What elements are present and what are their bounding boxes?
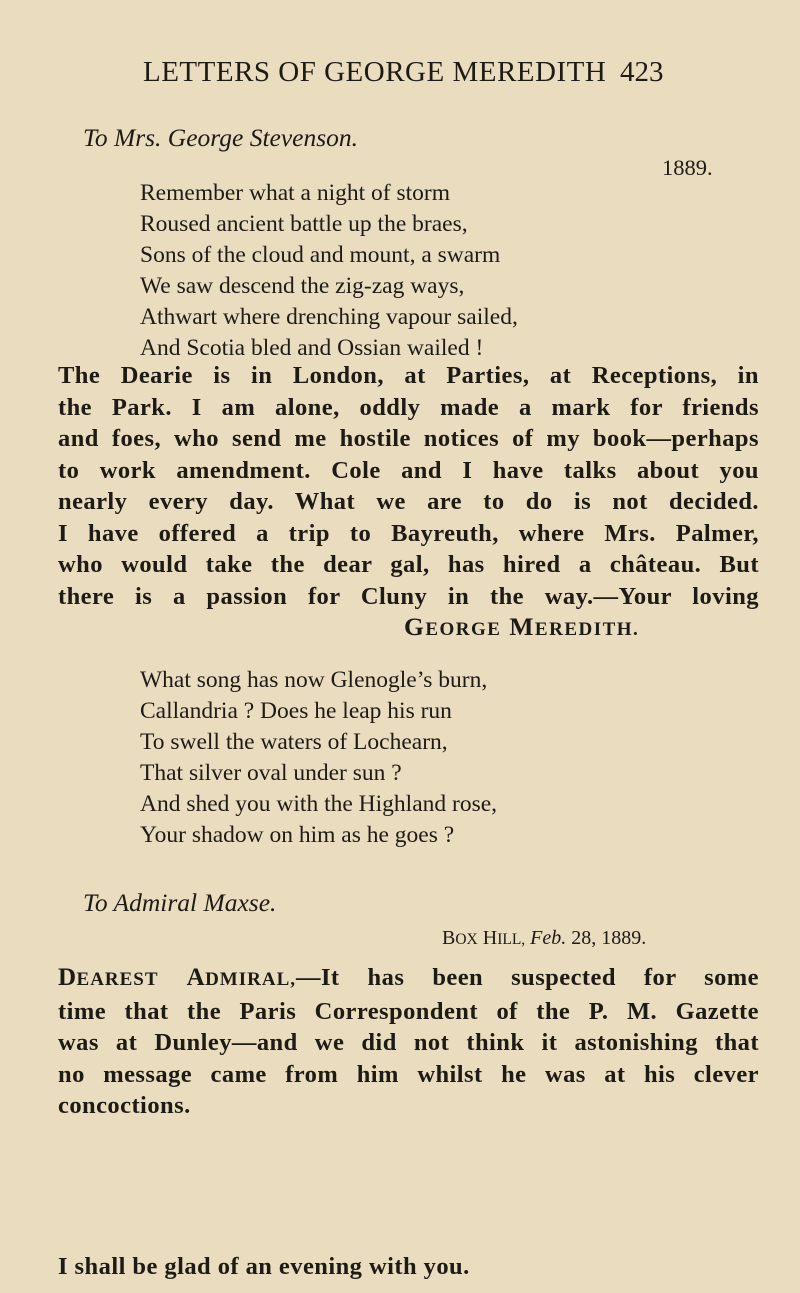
page-number: 423 [620,56,664,88]
letter1-signature [404,612,639,642]
signature-initial: M [509,612,535,641]
dateline-date: 28, 1889. [571,927,647,949]
dateline-initial: B [442,927,456,949]
body-line: I have offered a trip to Bayreuth, where Mrs. Palmer, [58,519,759,547]
body-line: there is a passion for Cluny in the way.—Your loving [58,582,759,610]
verse-line: What song has now Glenogle’s burn, [140,667,488,693]
greeting-initial: A [186,964,206,991]
dateline-word: OX [455,931,478,948]
dateline-word: ILL, [497,931,526,948]
verse-line: Callandria ? Does he leap his run [140,698,452,724]
dateline-month: Feb. [530,927,567,949]
body-line: time that the Paris Correspondent of the P. M. Gazette [58,997,759,1025]
letter2-first-line [58,962,759,996]
body-line: nearly every day. What we are to do is not decided. [58,488,759,515]
verse-line: To swell the waters of Lochearn, [140,729,448,755]
body-line: and foes, who send me hostile notices of my book—perhaps [58,425,759,452]
body-line: was at Dunley—and we did not think it astonishing that [58,1029,759,1056]
verse-line: Roused ancient battle up the braes, [140,211,468,237]
letter2-body [58,962,759,1122]
letter1-date: 1889. [662,155,713,180]
running-header [0,56,800,96]
signature-last-name: EREDITH. [534,619,640,640]
verse-line: And shed you with the Highland rose, [140,791,498,817]
verse-line: And Scotia bled and Ossian wailed ! [140,335,484,361]
verse-line: Your shadow on him as he goes ? [140,822,455,848]
body-line: The Dearie is in London, at Parties, at Receptions, in [58,362,759,389]
verse-line: That silver oval under sun ? [140,760,402,786]
dateline-initial: H [482,927,498,949]
letter2-first-line-text: —It has been suspected for some [296,964,759,991]
letter1-verse-1 [140,178,518,364]
verse-line: Athwart where drenching vapour sailed, [140,304,518,330]
verse-line: Sons of the cloud and mount, a swarm [140,242,501,268]
letter2-recipient: To Admiral Maxse. [83,888,277,917]
verse-line: We saw descend the zig-zag ways, [140,273,465,299]
greeting-initial: D [58,964,77,991]
greeting-word: EAREST [76,969,159,990]
greeting-word: DMIRAL, [205,969,296,990]
letter1-body [58,360,759,612]
running-title: LETTERS OF GEORGE MEREDITH [143,56,607,88]
signature-first-name: EORGE [425,619,502,640]
letter2-dateline [442,927,646,950]
closing-line: I shall be glad of an evening with you. [58,1253,470,1280]
letter1-verse-2 [140,665,497,851]
signature-initial: G [404,612,426,641]
body-line: concoctions. [58,1092,191,1119]
letter1-recipient: To Mrs. George Stevenson. [83,123,359,152]
body-line: no message came from him whilst he was at his clever [58,1060,759,1088]
body-line: the Park. I am alone, oddly made a mark for friends [58,393,759,421]
body-line: who would take the dear gal, has hired a château. But [58,551,759,578]
verse-line: Remember what a night of storm [140,180,450,206]
body-line: to work amendment. Cole and I have talks about you [58,456,759,484]
letter2-closing [58,1251,578,1283]
